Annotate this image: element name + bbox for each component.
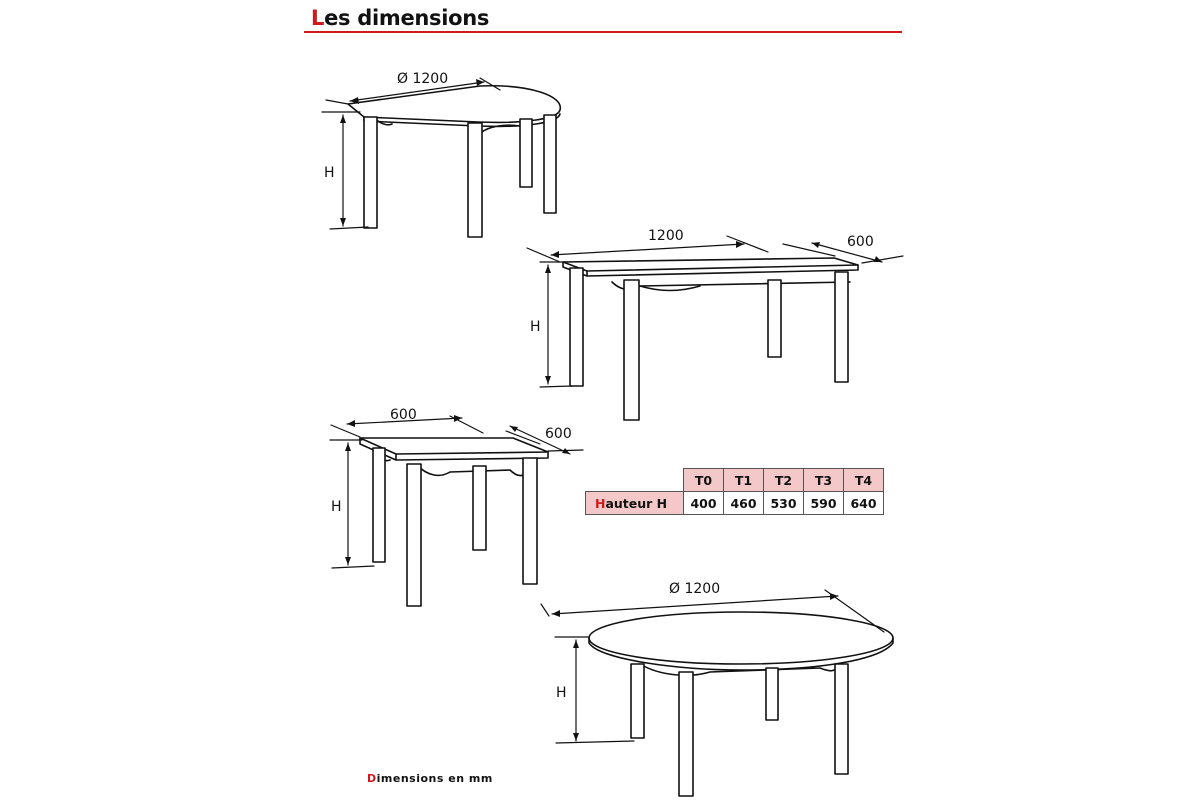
- round-diameter-label: Ø 1200: [669, 581, 721, 597]
- square-width-label: 600: [545, 426, 572, 442]
- height-table-col-t0: T0: [684, 469, 724, 492]
- rectangular-height-label: H: [530, 319, 541, 335]
- square-length-label: 600: [390, 407, 417, 423]
- height-value-t4: 640: [844, 492, 884, 515]
- height-table: [585, 468, 884, 515]
- row-label-initial: H: [595, 495, 606, 511]
- square-table: [360, 438, 548, 606]
- height-table-row: [586, 492, 884, 515]
- height-value-t2: 530: [764, 492, 804, 515]
- height-table-header-row: [586, 469, 884, 492]
- footnote-initial: D: [367, 772, 377, 785]
- page-title-rest: es dimensions: [324, 6, 490, 30]
- rectangular-length-label: 1200: [648, 228, 684, 244]
- height-value-t3: 590: [804, 492, 844, 515]
- demi-lune-height-label: H: [324, 165, 335, 181]
- round-height-label: H: [556, 685, 567, 701]
- height-table-row-label: [586, 492, 684, 515]
- row-label-rest: auteur H: [605, 495, 668, 511]
- height-table-col-t4: T4: [844, 469, 884, 492]
- footnote-rest: imensions en mm: [376, 772, 493, 785]
- height-table-col-t1: T1: [724, 469, 764, 492]
- demi-lune-table: [348, 86, 560, 237]
- square-height-label: H: [331, 499, 342, 515]
- rectangular-table: [563, 258, 858, 420]
- height-table-col-t2: T2: [764, 469, 804, 492]
- rectangular-width-label: 600: [847, 234, 874, 250]
- height-value-t0: 400: [684, 492, 724, 515]
- demi-lune-diameter-label: Ø 1200: [397, 71, 449, 87]
- footnote: [367, 772, 493, 785]
- page-title-initial: L: [311, 6, 325, 30]
- height-table-col-t3: T3: [804, 469, 844, 492]
- height-table-corner: [586, 469, 684, 492]
- round-table: [589, 612, 893, 796]
- height-value-t1: 460: [724, 492, 764, 515]
